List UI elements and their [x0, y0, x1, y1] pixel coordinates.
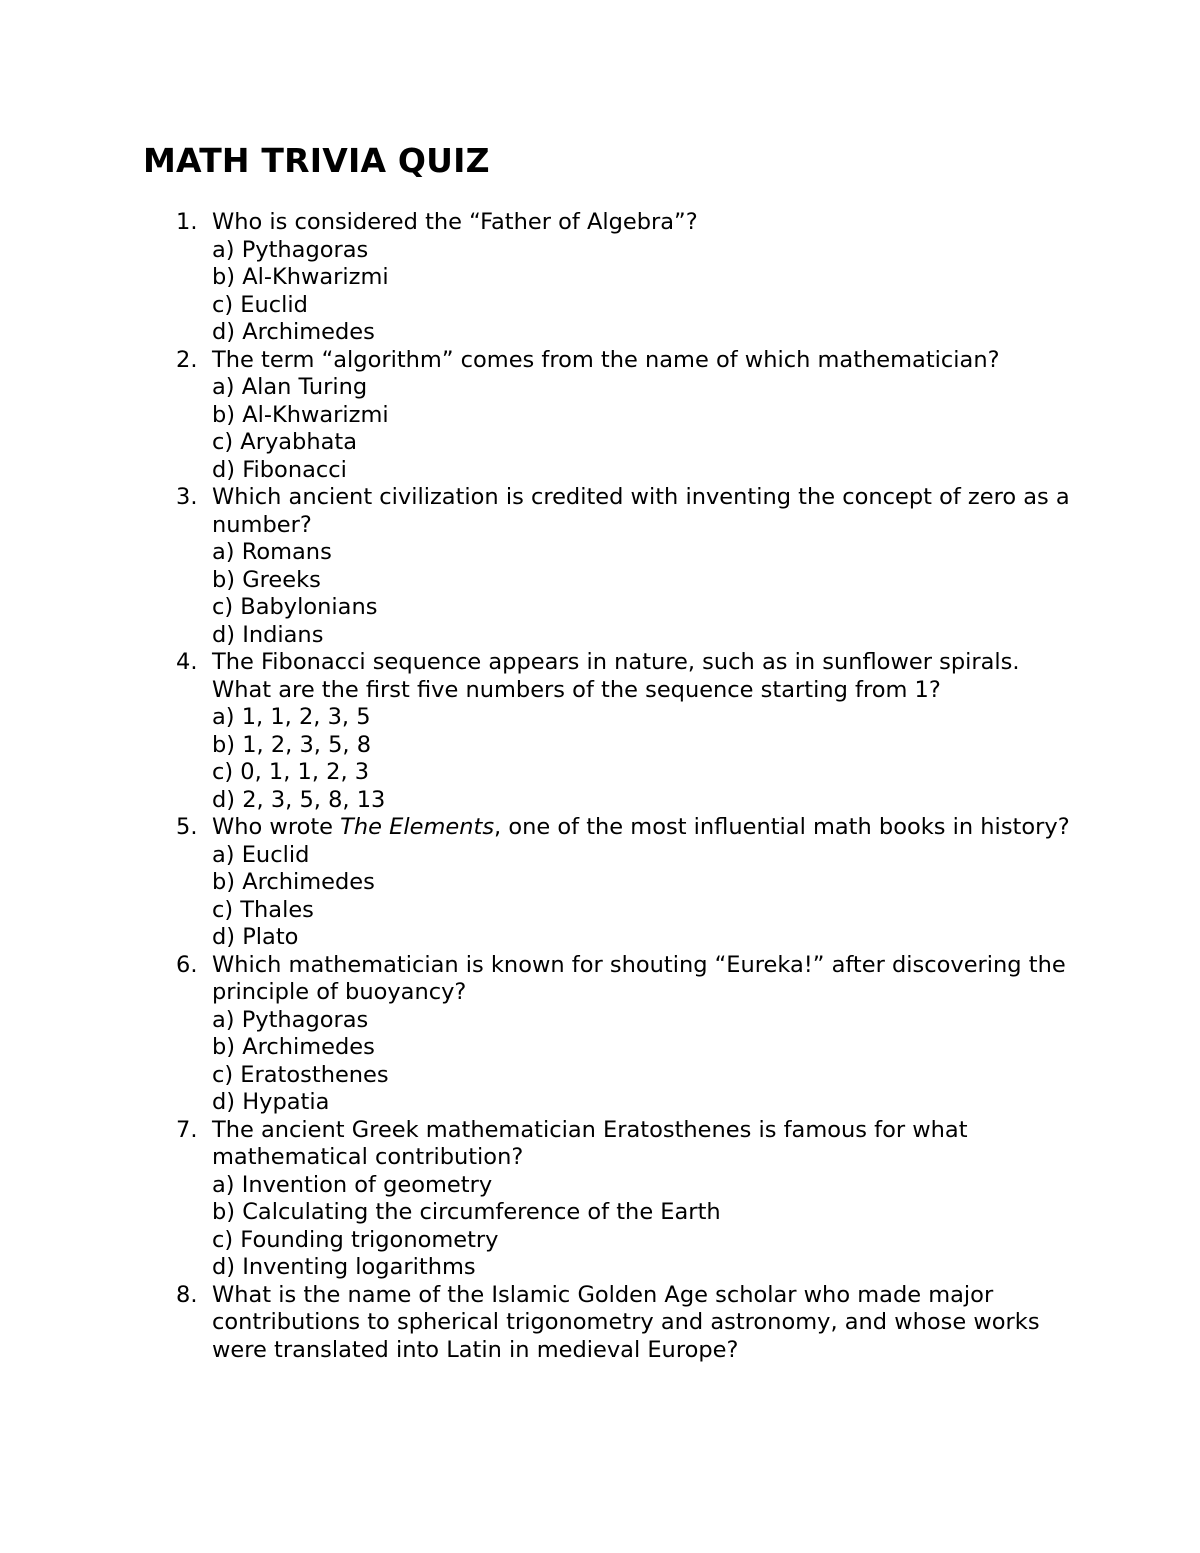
quiz-title: MATH TRIVIA QUIZ: [143, 141, 490, 180]
answer-option: a) Pythagoras: [212, 236, 369, 263]
answer-option: c) Eratosthenes: [212, 1061, 389, 1088]
question-6: [0, 952, 1200, 1117]
answer-option: a) 1, 1, 2, 3, 5: [212, 704, 371, 730]
question-number: 3.: [176, 484, 198, 510]
book-title: The Elements: [340, 814, 495, 840]
answer-option: d) Plato: [212, 924, 299, 950]
answer-option: c) Aryabhata: [212, 429, 357, 455]
question-text: Who is considered the “Father of Algebra”?: [212, 209, 698, 235]
answer-option: b) Greeks: [212, 566, 321, 593]
answer-option: d) Indians: [212, 621, 324, 648]
question-number: 4.: [176, 649, 198, 675]
question-number: 2.: [176, 346, 198, 373]
question-number: 8.: [176, 1281, 198, 1308]
answer-option: a) Alan Turing: [212, 374, 368, 400]
answer-option: d) Fibonacci: [212, 456, 347, 483]
question-text: Which mathematician is known for shouting “Eureka!” after discovering the principle of buoyancy?: [212, 951, 1066, 1005]
answer-option: a) Romans: [212, 539, 332, 565]
answer-option: d) Inventing logarithms: [212, 1254, 476, 1280]
question-text: The term “algorithm” comes from the name of which mathematician?: [212, 346, 1000, 373]
question-text: Which ancient civilization is credited with inventing the concept of zero as a number?: [212, 484, 1070, 538]
answer-option: a) Invention of geometry: [212, 1171, 493, 1198]
question-8: [0, 1282, 1200, 1365]
question-1: [0, 209, 1200, 347]
question-list: [0, 209, 1200, 1364]
question-number: 7.: [176, 1116, 198, 1143]
answer-option: c) Euclid: [212, 291, 308, 318]
answer-option: b) Calculating the circumference of the Earth: [212, 1199, 721, 1225]
answer-option: b) Archimedes: [212, 869, 375, 895]
answer-option: d) Hypatia: [212, 1089, 330, 1115]
answer-option: d) 2, 3, 5, 8, 13: [212, 786, 386, 813]
question-number: 6.: [176, 951, 198, 978]
question-text-start: Who wrote: [212, 814, 341, 840]
question-number: 5.: [176, 814, 198, 840]
answer-option: c) Founding trigonometry: [212, 1226, 499, 1253]
question-4: [0, 649, 1200, 814]
answer-option: b) Al-Khwarizmi: [212, 264, 389, 290]
question-3: [0, 484, 1200, 649]
question-text: The ancient Greek mathematician Eratosthenes is famous for what mathematical contribution?: [212, 1116, 968, 1170]
answer-option: a) Euclid: [212, 841, 310, 868]
answer-option: d) Archimedes: [212, 319, 375, 345]
question-text: What is the name of the Islamic Golden Age scholar who made major contributions to spherical trigonometry and astronomy, and whose works were translated into Latin in medieval Europe?: [212, 1281, 1040, 1363]
answer-option: c) 0, 1, 1, 2, 3: [212, 759, 370, 785]
answer-option: b) Al-Khwarizmi: [212, 401, 389, 428]
question-number: 1.: [176, 209, 198, 235]
answer-option: c) Thales: [212, 896, 314, 923]
answer-option: b) Archimedes: [212, 1034, 375, 1060]
question-2: [0, 347, 1200, 485]
answer-option: c) Babylonians: [212, 594, 378, 620]
question-text-end: , one of the most influential math books in history?: [494, 814, 1070, 840]
question-5: [0, 814, 1200, 952]
question-text: [212, 814, 1072, 842]
question-7: [0, 1117, 1200, 1282]
question-text: The Fibonacci sequence appears in nature, such as in sunflower spirals. What are the first five numbers of the sequence starting from 1?: [212, 649, 1020, 703]
answer-option: a) Pythagoras: [212, 1006, 369, 1033]
answer-option: b) 1, 2, 3, 5, 8: [212, 731, 372, 758]
